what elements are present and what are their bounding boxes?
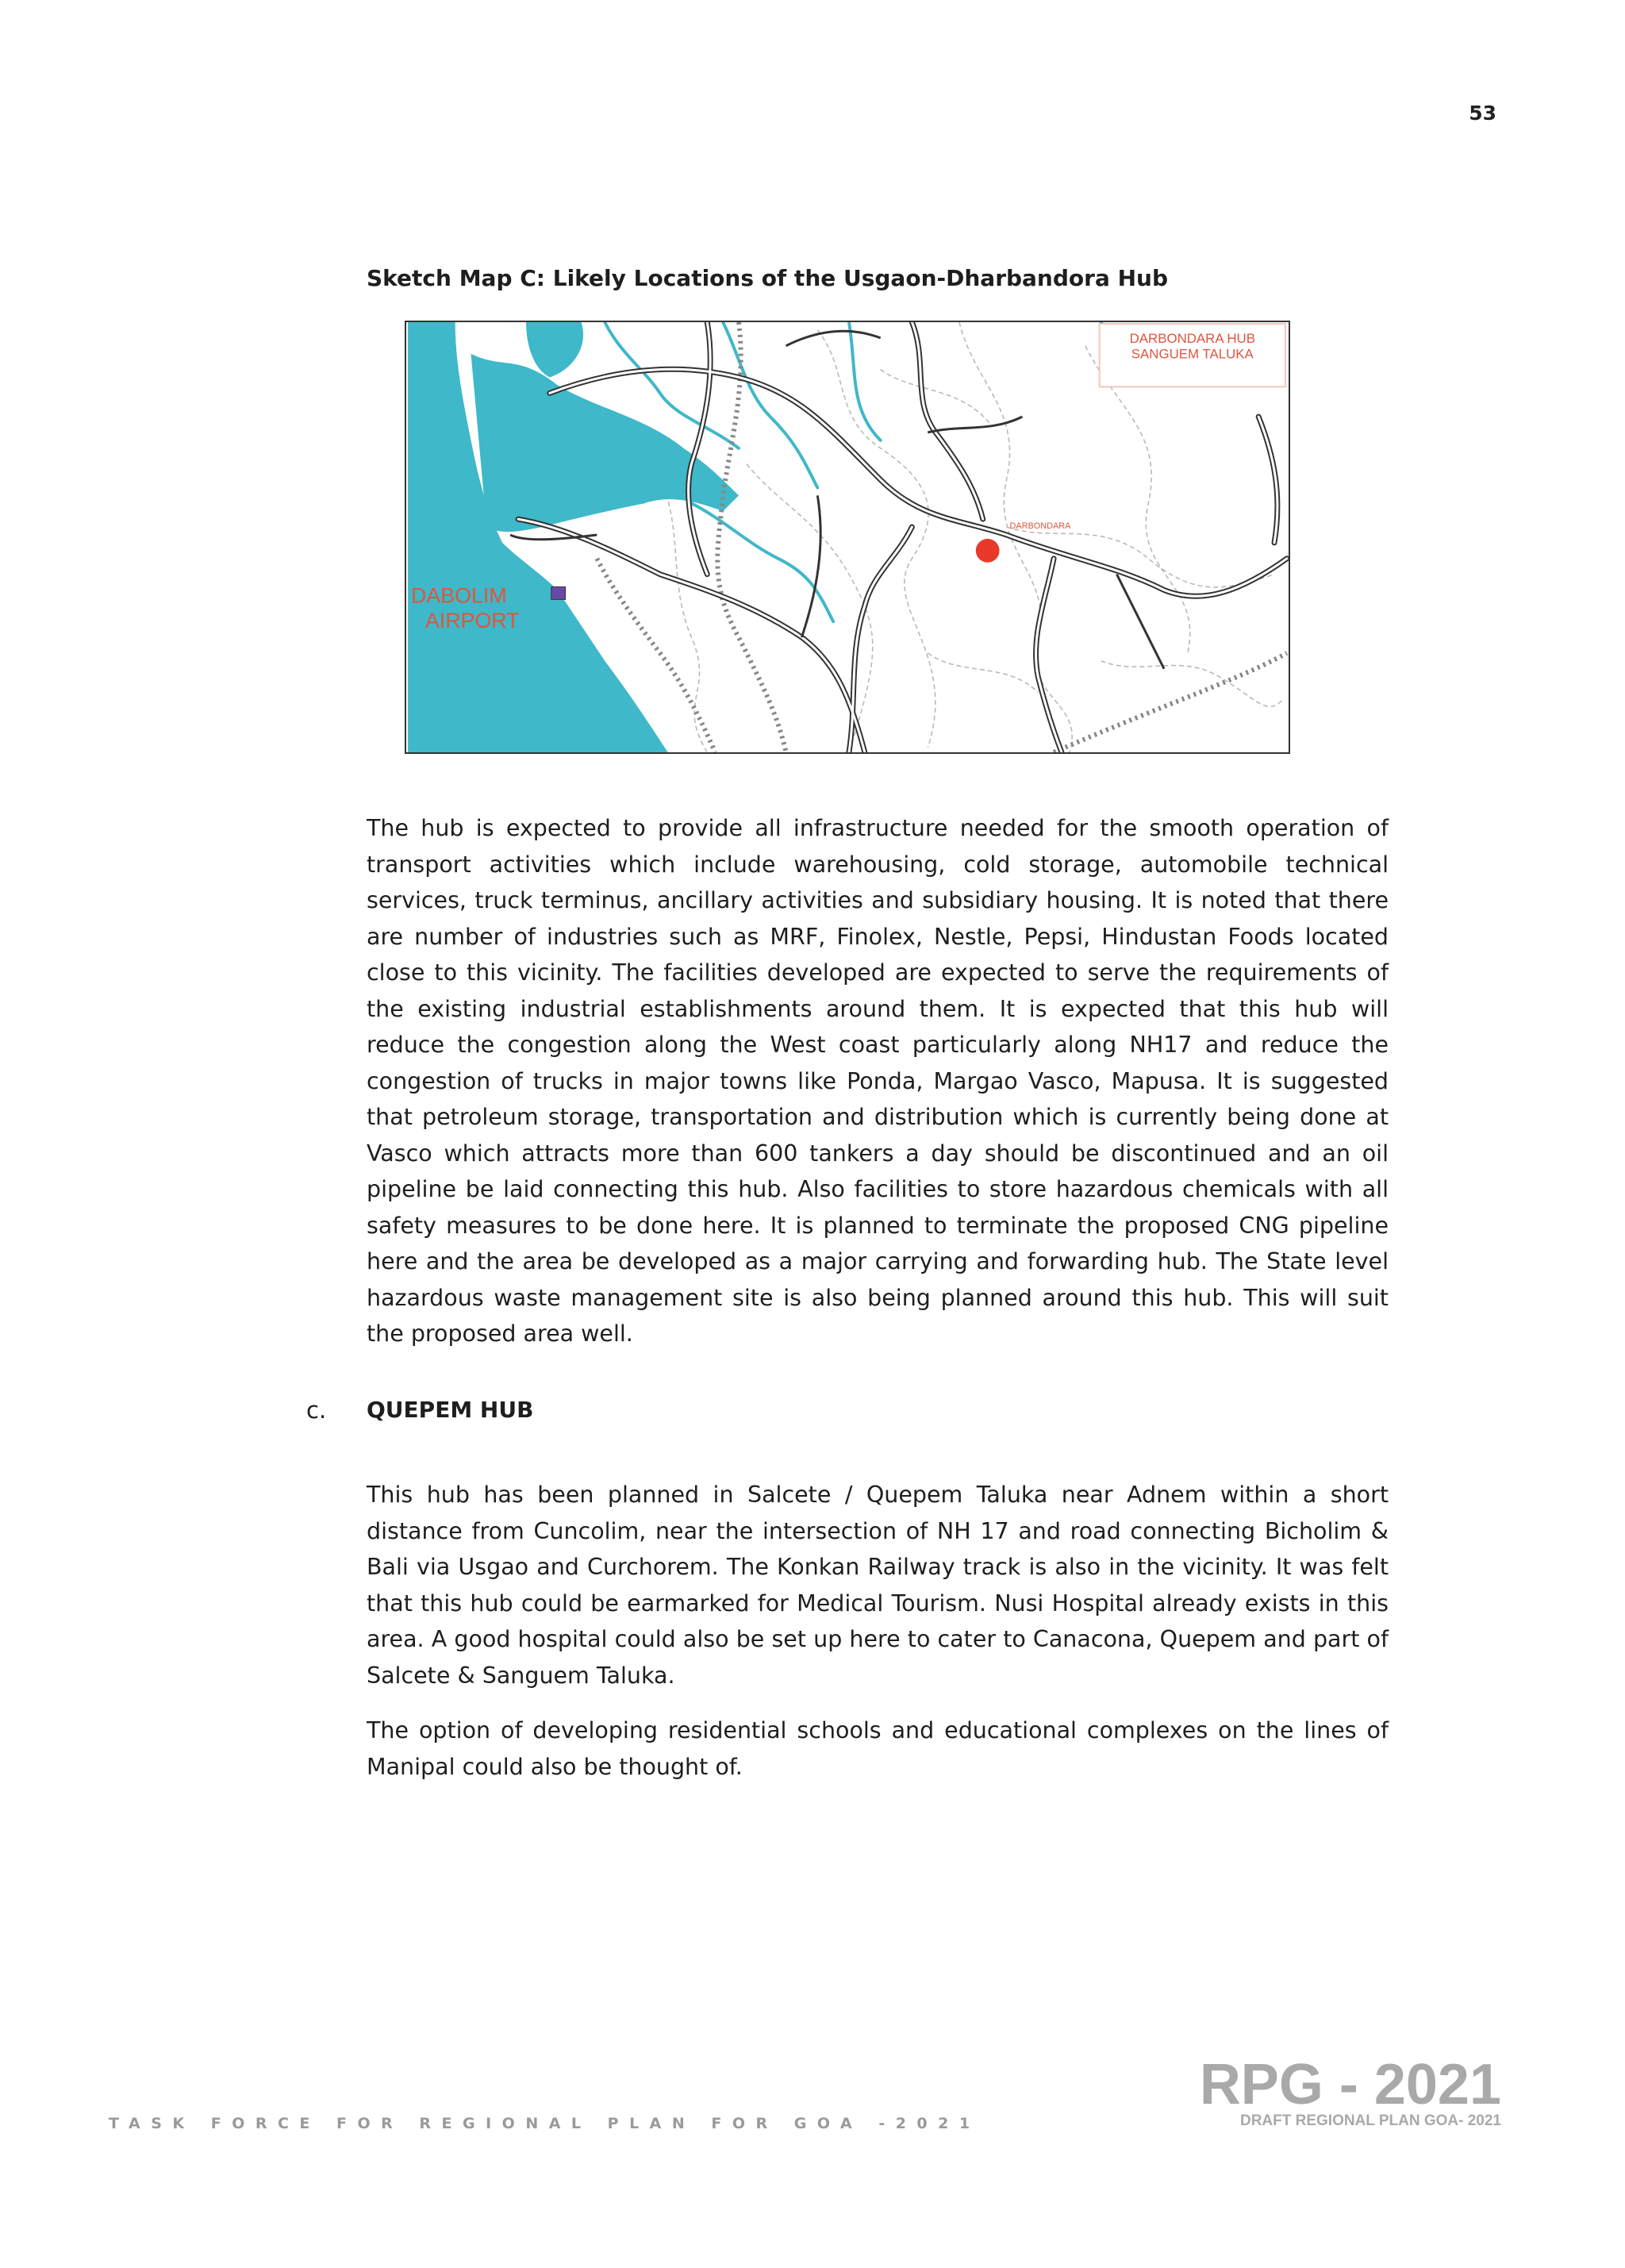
airport-label-line1: DABOLIM: [411, 583, 507, 608]
footer-logo-subtitle: DRAFT REGIONAL PLAN GOA- 2021: [1239, 2112, 1501, 2129]
paragraph-quepem-hub: [367, 1477, 1389, 1693]
hub-marker: [976, 539, 1000, 563]
footer-logo: [1199, 2053, 1501, 2130]
paragraph-text: This hub has been planned in Salcete / Quepem Taluka near Adnem within a short distance from Cuncolim, near the intersection of NH 17 and road connecting Bicholim & Bali via Usgao and Curchorem. The Konkan Railway track is also in the vicinity. It was felt that this hub could be earmarked for Medical Tourism. Nusi Hospital already exists in this area. A good hospital could also be set up here to cater to Canacona, Quepem and part of Salcete & Sanguem Taluka.: [367, 1482, 1389, 1689]
sketch-map-graphic: [406, 322, 1289, 752]
paragraph-text: The option of developing residential schools and educational complexes on the lines of Manipal could also be thought of.: [367, 1717, 1389, 1780]
section-title: QUEPEM HUB: [367, 1397, 534, 1423]
map-caption: Sketch Map C: Likely Locations of the Usgaon-Dharbandora Hub: [367, 265, 1169, 291]
airport-marker: [551, 587, 566, 600]
paragraph-educational-complexes: [367, 1713, 1389, 1785]
hub-label: DARBONDARA: [1009, 521, 1071, 532]
page-number: 53: [1469, 102, 1496, 125]
map-legend-line2: SANGUEM TALUKA: [1131, 346, 1254, 362]
map-legend-line1: DARBONDARA HUB: [1129, 330, 1255, 346]
footer-logo-title: RPG - 2021: [1199, 2053, 1501, 2116]
section-letter: c.: [306, 1397, 327, 1424]
footer-task-force: TASK FORCE FOR REGIONAL PLAN FOR GOA -2021: [109, 2115, 981, 2132]
airport-label-line2: AIRPORT: [424, 609, 520, 633]
sketch-map: [405, 321, 1290, 754]
paragraph-hub-infrastructure: [367, 810, 1389, 1352]
paragraph-text: The hub is expected to provide all infrastructure needed for the smooth operation of transport activities which include warehousing, cold storage, automobile technical services, truck terminus, ancillary activities and subsidiary housing. It is noted that there are number of industries such as MRF, Finolex, Nestle, Pepsi, Hindustan Foods located close to this vicinity. The facilities developed are expected to serve the requirements of the existing industrial establishments around them. It is expected that this hub will reduce the congestion along the West coast particularly along NH17 and reduce the congestion of trucks in major towns like Ponda, Margao Vasco, Mapusa. It is suggested that petroleum storage, transportation and distribution which is currently being done at Vasco which attracts more than 600 tankers a day should be discontinued and an oil pipeline be laid connecting this hub. Also facilities to store hazardous chemicals with all safety measures to be done here. It is planned to terminate the proposed CNG pipeline here and the area be developed as a major carrying and forwarding hub. The State level hazardous waste management site is also being planned around this hub. This will suit the proposed area well.: [367, 815, 1389, 1347]
